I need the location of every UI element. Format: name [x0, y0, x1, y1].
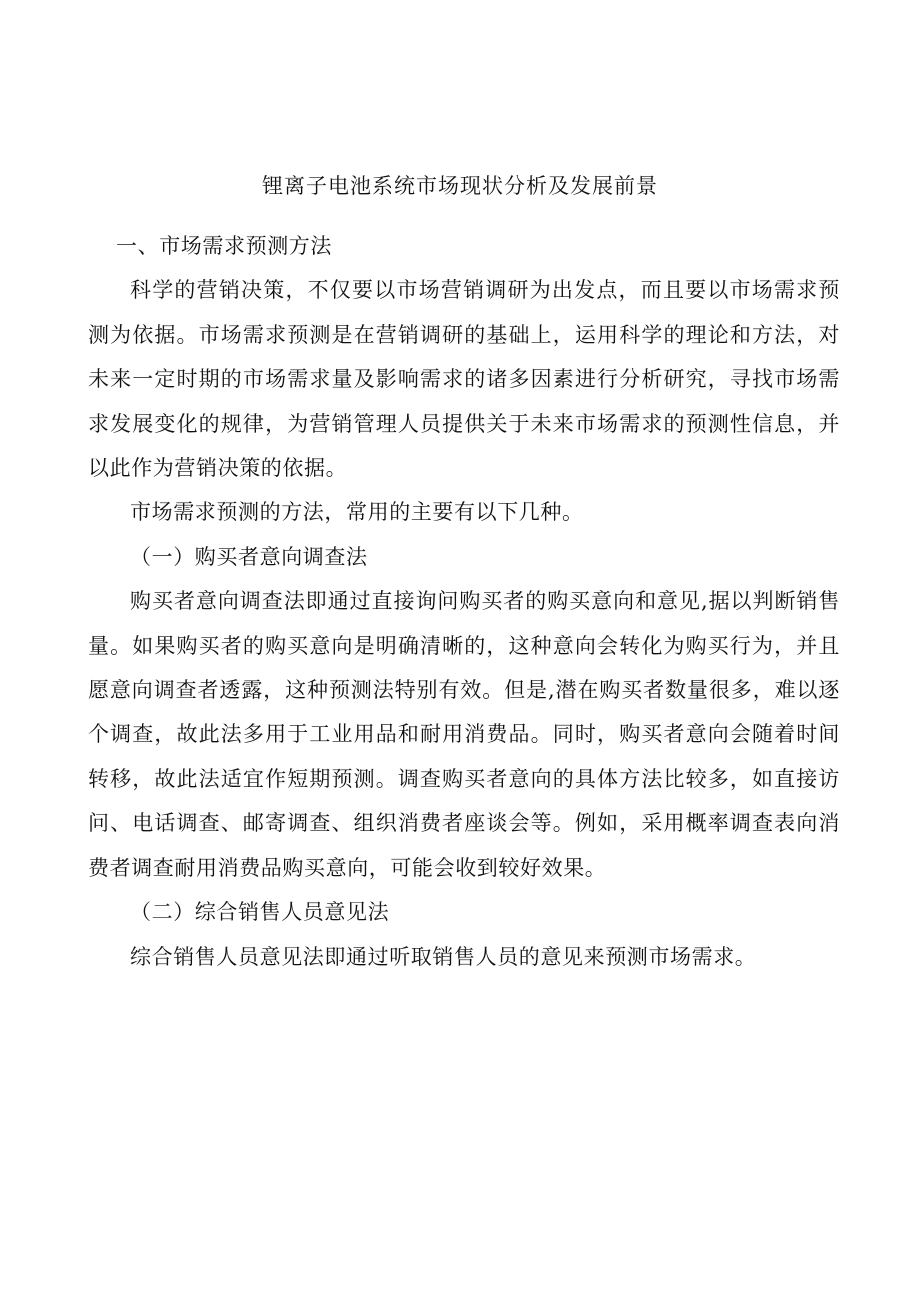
paragraph-sales-force-opinion: 综合销售人员意见法即通过听取销售人员的意见来预测市场需求。 [130, 944, 757, 969]
document-title: 锂离子电池系统市场现状分析及发展前景 [262, 174, 658, 198]
paragraph-common-methods: 市场需求预测的方法，常用的主要有以下几种。 [130, 500, 584, 525]
subsection-heading-buyer-intention-survey: （一）购买者意向调查法 [130, 544, 368, 569]
document-body [88, 224, 840, 979]
paragraph-forecast-intro: 科学的营销决策，不仅要以市场营销调研为出发点，而且要以市场需求预测为依据。市场需求预测是在营销调研的基础上，运用科学的理论和方法，对未来一定时期的市场需求量及影响需求的诸多因素进行分析研究，寻找市场需求发展变化的规律，为营销管理人员提供关于未来市场需求的预测性信息，并以此作为营销决策的依据。 [88, 278, 840, 481]
paragraph-buyer-intention-survey: 购买者意向调查法即通过直接询问购买者的购买意向和意见,据以判断销售量。如果购买者的购买意向是明确清晰的，这种意向会转化为购买行为，并且愿意向调查者透露，这种预测法特别有效。但是,潜在购买者数量很多，难以逐个调查，故此法多用于工业用品和耐用消费品。同时，购买者意向会随着时间转移，故此法适宜作短期预测。调查购买者意向的具体方法比较多，如直接访问、电话调查、邮寄调查、组织消费者座谈会等。例如，采用概率调查表向消费者调查耐用消费品购买意向，可能会收到较好效果。 [88, 589, 840, 880]
subsection-heading-sales-force-opinion: （二）综合销售人员意见法 [130, 900, 390, 925]
section-heading-market-forecast-methods: 一、市场需求预测方法 [116, 234, 332, 258]
